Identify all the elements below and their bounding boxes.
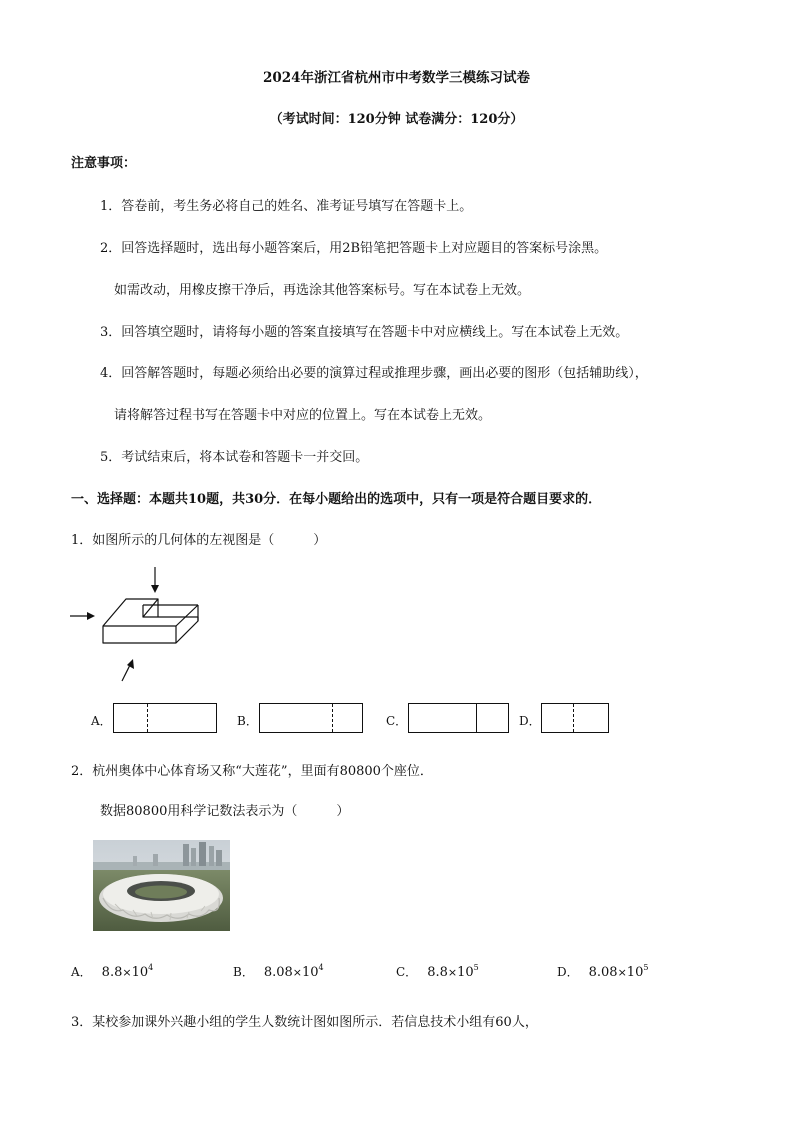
q2-option-d[interactable] bbox=[557, 963, 648, 980]
note-item-4-cont: 请将解答过程书写在答题卡中对应的位置上。写在本试卷上无效。 bbox=[114, 408, 492, 423]
note-item-2: 2．回答选择题时，选出每小题答案后，用2B铅笔把答题卡上对应题目的答案标号涂黑。 bbox=[100, 241, 608, 256]
note-item-2-cont: 如需改动，用橡皮擦干净后，再选涂其他答案标号。写在本试卷上无效。 bbox=[114, 283, 531, 298]
q1-option-b-label[interactable]: B． bbox=[237, 714, 258, 728]
q1-option-b-figure[interactable] bbox=[259, 703, 363, 733]
q2-option-d-label: D． bbox=[557, 965, 579, 979]
note-item-5: 5．考试结束后，将本试卷和答题卡一并交回。 bbox=[100, 450, 369, 465]
question-3-text: 3．某校参加课外兴趣小组的学生人数统计图如图所示．若信息技术小组有60人， bbox=[71, 1015, 538, 1030]
q2-option-c-base: 10 bbox=[457, 965, 474, 980]
times-sign: × bbox=[447, 966, 458, 979]
q2-option-a-exponent: 4 bbox=[148, 963, 154, 972]
hidden-edge-line bbox=[332, 704, 333, 732]
exam-title: 2024年浙江省杭州市中考数学三模练习试卷 bbox=[262, 70, 531, 86]
times-sign: × bbox=[617, 966, 627, 979]
hidden-edge-line bbox=[147, 704, 148, 732]
times-sign: × bbox=[292, 966, 302, 979]
note-item-3: 3．回答填空题时，请将每小题的答案直接填写在答题卡中对应横线上。写在本试卷上无效。 bbox=[100, 325, 629, 340]
hidden-edge-line bbox=[573, 704, 574, 732]
q2-option-b-label: B． bbox=[233, 965, 254, 979]
q2-option-a-mantissa: 8.8 bbox=[101, 965, 123, 980]
q2-option-b-exponent: 4 bbox=[318, 963, 324, 972]
q2-option-a-label: A． bbox=[71, 965, 92, 979]
q1-option-a-figure[interactable] bbox=[113, 703, 217, 733]
q2-option-d-exponent: 5 bbox=[643, 963, 649, 972]
q2-option-c[interactable] bbox=[396, 963, 479, 980]
q2-option-c-mantissa: 8.8 bbox=[427, 965, 448, 980]
q2-option-d-base: 10 bbox=[626, 965, 644, 980]
q1-option-d-label[interactable]: D． bbox=[519, 714, 541, 728]
q1-option-a-label[interactable]: A． bbox=[91, 714, 112, 728]
q2-option-b[interactable] bbox=[233, 963, 324, 980]
visible-edge-line bbox=[476, 704, 477, 732]
q2-option-a-base: 10 bbox=[131, 965, 149, 980]
note-item-4: 4．回答解答题时，每题必须给出必要的演算过程或推理步骤，画出必要的图形（包括辅助线）， bbox=[100, 366, 648, 381]
note-item-1: 1．答卷前，考生务必将自己的姓名、准考证号填写在答题卡上。 bbox=[100, 199, 473, 214]
times-sign: × bbox=[122, 966, 132, 979]
q2-option-d-mantissa: 8.08 bbox=[588, 965, 618, 980]
q1-solid-figure bbox=[65, 563, 205, 688]
q1-option-c-figure[interactable] bbox=[408, 703, 509, 733]
stadium-photo bbox=[93, 840, 230, 931]
q1-option-c-label[interactable]: C． bbox=[386, 714, 408, 728]
q1-option-d-figure[interactable] bbox=[541, 703, 609, 733]
notes-heading: 注意事项： bbox=[71, 156, 137, 171]
question-2-text: 2．杭州奥体中心体育场又称“大莲花”，里面有80800个座位． bbox=[71, 764, 433, 779]
q2-option-c-exponent: 5 bbox=[473, 963, 479, 972]
question-2-subtext: 数据80800用科学记数法表示为（ ） bbox=[100, 804, 350, 819]
q2-option-a[interactable] bbox=[71, 963, 153, 980]
q2-option-b-base: 10 bbox=[302, 965, 319, 980]
q2-option-b-mantissa: 8.08 bbox=[263, 965, 293, 980]
section-heading: 一、选择题：本题共10题，共30分．在每小题给出的选项中，只有一项是符合题目要求的． bbox=[71, 492, 602, 507]
exam-subtitle: （考试时间：120分钟 试卷满分：120分） bbox=[269, 112, 524, 127]
question-1-text: 1．如图所示的几何体的左视图是（ ） bbox=[71, 533, 327, 548]
q2-option-c-label: C． bbox=[396, 965, 418, 979]
